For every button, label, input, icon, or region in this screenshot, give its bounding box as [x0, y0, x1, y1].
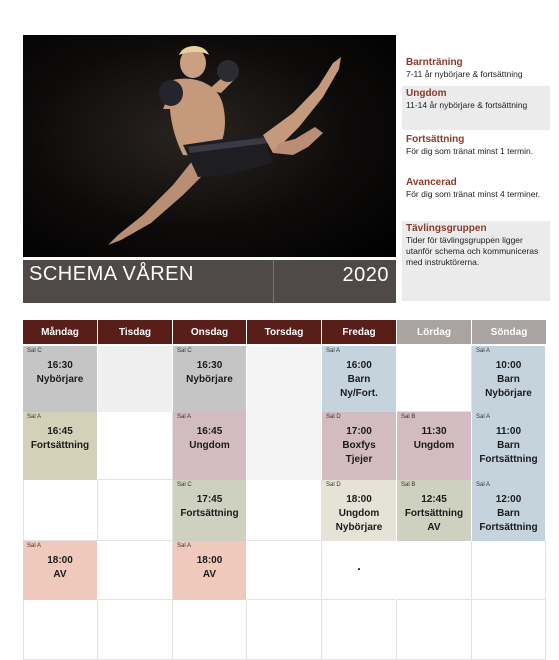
session-info	[322, 425, 396, 467]
schedule-empty-cell	[397, 346, 472, 412]
session-time: 17:00	[346, 426, 372, 437]
banner-title: SCHEMA VÅREN	[29, 263, 194, 285]
legend-heading: Barnträning	[406, 57, 463, 68]
session-time: 12:00	[495, 494, 522, 505]
session-group: Fortsättning	[404, 508, 464, 519]
session-info	[23, 554, 97, 582]
session-room: Sal A	[326, 348, 341, 354]
session-info	[173, 493, 246, 521]
legend-item-ungdom	[402, 86, 550, 130]
session-cell	[23, 541, 98, 600]
session-group: Barn	[497, 440, 520, 451]
session-room: Sal A	[177, 543, 192, 549]
schedule-empty-cell	[23, 480, 98, 541]
session-group: Fortsättning	[479, 454, 538, 465]
session-info	[23, 359, 97, 387]
session-time: 10:00	[495, 360, 522, 371]
legend-item-fortsattning	[402, 132, 550, 159]
session-group: Ungdom	[413, 440, 455, 451]
session-cell	[472, 346, 546, 412]
day-header-3: Torsdag	[247, 320, 321, 344]
legend-heading: Avancerad	[406, 177, 457, 188]
legend-text: Tider för tävlingsgruppen ligger utanför schema och kommuniceras med instruktörerna.	[406, 235, 539, 267]
legend-text: För dig som tränat minst 4 terminer.	[406, 189, 541, 199]
schedule-empty-cell	[472, 600, 546, 660]
session-time: 18:00	[346, 494, 372, 505]
session-time: 16:45	[196, 426, 223, 437]
session-room: Sal A	[476, 482, 491, 488]
session-group: Barn	[347, 374, 371, 385]
session-time: 16:30	[196, 360, 223, 371]
session-cell	[173, 541, 247, 600]
schedule-empty-cell	[98, 541, 173, 600]
session-group: AV	[53, 569, 67, 580]
session-time: 11:00	[495, 426, 522, 437]
session-time: 17:45	[196, 494, 223, 505]
session-group: Nybörjare	[36, 374, 84, 385]
session-cell	[173, 480, 247, 541]
session-cell	[397, 480, 472, 541]
schedule-empty-cell	[23, 600, 98, 660]
legend-heading: Fortsättning	[406, 134, 465, 145]
session-group: Boxfys	[342, 440, 376, 451]
session-group: Barn	[497, 508, 520, 519]
legend-item-tavlingsgruppen	[402, 221, 550, 301]
schedule-empty-cell	[472, 541, 546, 600]
session-group: AV	[427, 522, 441, 533]
session-room: Sal A	[476, 414, 491, 420]
session-room: Sal A	[27, 543, 42, 549]
legend-heading: Ungdom	[406, 88, 447, 99]
session-group: Barn	[497, 374, 520, 385]
schedule-empty-cell	[397, 541, 472, 600]
schedule-filler-cell	[98, 346, 173, 412]
session-room: Sal A	[177, 414, 192, 420]
session-info	[173, 554, 246, 582]
session-cell	[173, 412, 247, 480]
legend-text: 7-11 år nybörjare & fortsättning	[406, 69, 523, 79]
session-room: Sal B	[401, 482, 416, 488]
day-header-5: Lördag	[397, 320, 471, 344]
day-header-2: Onsdag	[173, 320, 246, 344]
session-room: Sal A	[476, 348, 491, 354]
schedule-empty-cell	[247, 541, 322, 600]
session-time: 12:45	[421, 494, 447, 505]
session-info	[397, 493, 471, 535]
banner-divider	[273, 260, 274, 303]
session-info	[472, 425, 545, 467]
schedule-note: .	[357, 559, 361, 573]
schedule-empty-cell	[98, 412, 173, 480]
session-info	[322, 493, 396, 535]
session-time: 16:45	[47, 426, 73, 437]
session-time: 18:00	[196, 555, 223, 566]
schedule-empty-cell	[397, 600, 472, 660]
schedule-banner	[23, 260, 396, 303]
session-info	[173, 425, 246, 453]
session-time: 16:00	[346, 360, 372, 371]
session-group: Fortsättning	[180, 508, 239, 519]
banner-year: 2020	[342, 264, 389, 286]
day-header-0: Måndag	[23, 320, 97, 344]
day-header-1: Tisdag	[98, 320, 172, 344]
session-group: Ungdom	[338, 508, 380, 519]
schedule-empty-cell	[322, 600, 397, 660]
session-cell	[472, 412, 546, 480]
schedule-empty-cell	[173, 600, 247, 660]
session-time: 18:00	[47, 555, 73, 566]
session-cell	[322, 412, 397, 480]
legend-text: 11-14 år nybörjare & fortsättning	[406, 100, 528, 110]
schedule-empty-cell	[98, 600, 173, 660]
session-time: 11:30	[421, 426, 447, 437]
session-cell	[322, 346, 397, 412]
session-cell	[23, 346, 98, 412]
session-cell	[322, 480, 397, 541]
session-room: Sal D	[326, 414, 341, 420]
legend-text: För dig som tränat minst 1 termin.	[406, 146, 534, 156]
legend-item-barntraning	[402, 55, 550, 82]
session-group: Nybörjare	[485, 388, 532, 399]
day-header-6: Söndag	[472, 320, 546, 344]
session-info	[472, 493, 545, 535]
session-group: Fortsättning	[479, 522, 538, 533]
session-info	[397, 425, 471, 453]
session-group: Tjejer	[345, 454, 373, 465]
session-info	[23, 425, 97, 453]
session-room: Sal B	[401, 414, 416, 420]
session-info	[173, 359, 246, 387]
session-room: Sal C	[27, 348, 42, 354]
session-group: Fortsättning	[30, 440, 90, 451]
session-cell	[472, 480, 546, 541]
session-group: Ungdom	[189, 440, 230, 451]
schedule-empty-cell	[247, 480, 322, 541]
session-group: AV	[202, 569, 217, 580]
session-cell	[173, 346, 247, 412]
legend-heading: Tävlingsgruppen	[406, 223, 487, 234]
session-info	[322, 359, 396, 401]
schedule-note-cell	[322, 541, 397, 600]
schedule-filler-cell	[247, 412, 322, 480]
session-room: Sal C	[177, 348, 192, 354]
session-cell	[23, 412, 98, 480]
legend-item-avancerad	[402, 175, 550, 202]
session-group: Ny/Fort.	[340, 388, 378, 399]
schedule-empty-cell	[247, 600, 322, 660]
session-room: Sal C	[177, 482, 192, 488]
session-time: 16:30	[47, 360, 73, 371]
session-cell	[397, 412, 472, 480]
session-info	[472, 359, 545, 401]
session-room: Sal A	[27, 414, 42, 420]
schedule-filler-cell	[247, 346, 322, 412]
schedule-empty-cell	[98, 480, 173, 541]
day-header-4: Fredag	[322, 320, 396, 344]
session-room: Sal D	[326, 482, 341, 488]
session-group: Nybörjare	[186, 374, 233, 385]
kickboxer-illustration	[23, 35, 396, 257]
hero-photo	[23, 35, 396, 257]
session-group: Nybörjare	[335, 522, 383, 533]
